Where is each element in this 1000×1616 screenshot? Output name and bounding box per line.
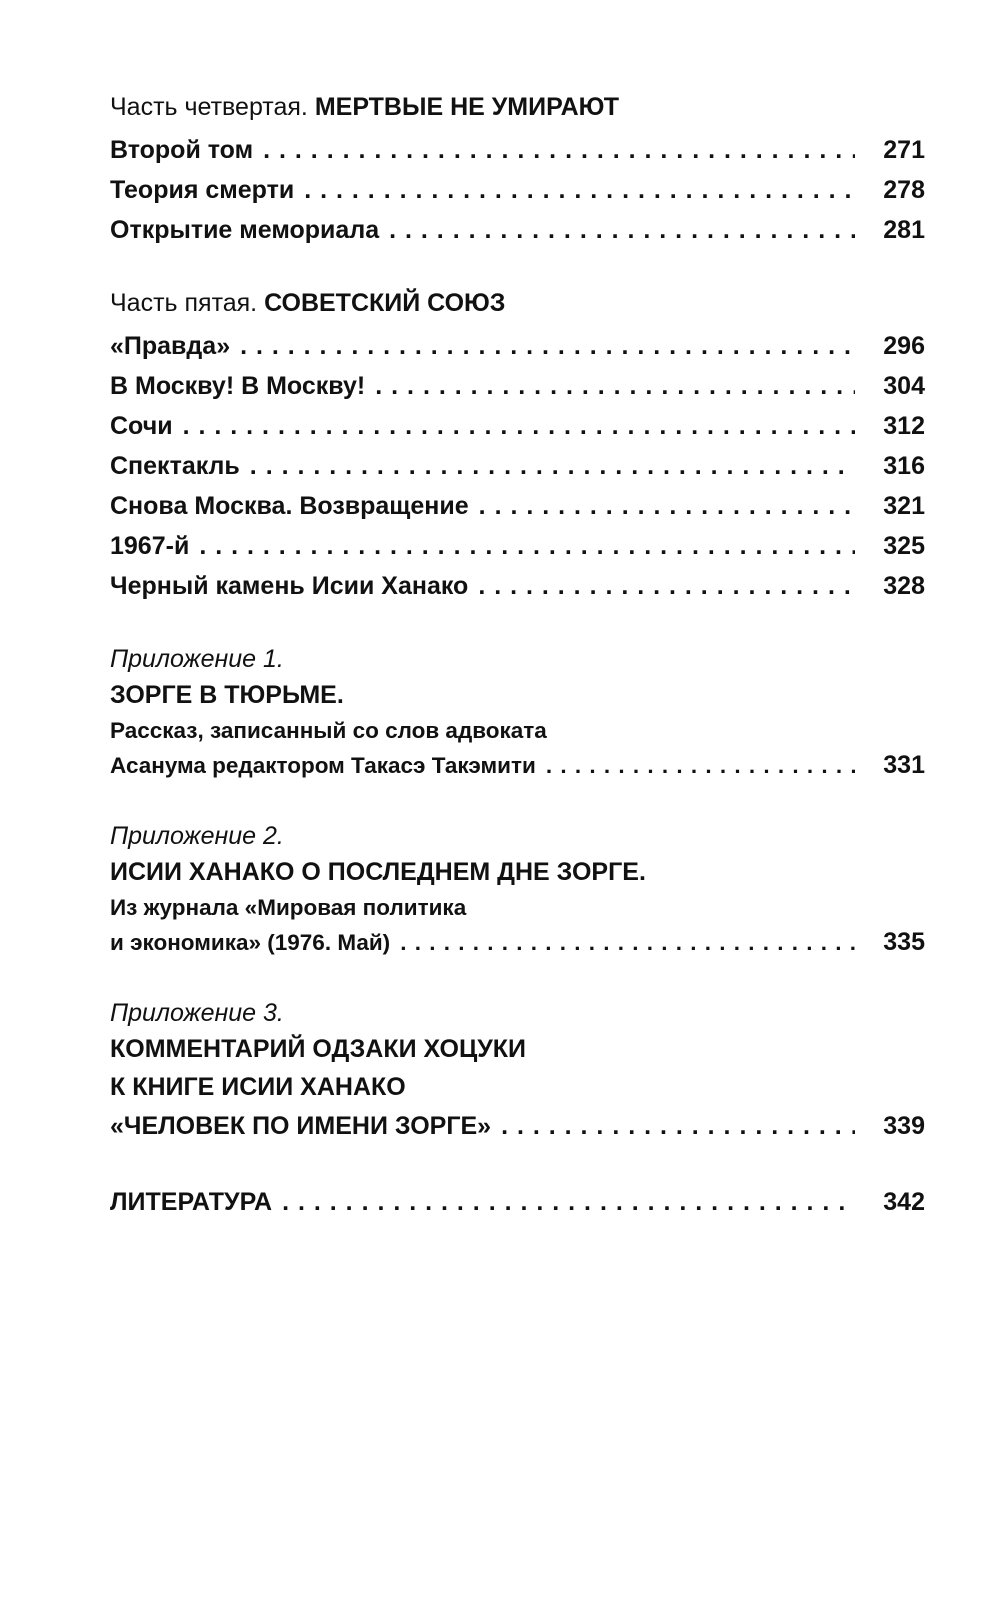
toc-entry-page: 335 [883, 928, 925, 956]
toc-entry-title: 1967-й [110, 532, 190, 560]
toc-entry[interactable] [110, 747, 925, 783]
dot-leader [304, 170, 855, 210]
toc-entry[interactable] [110, 170, 925, 210]
toc-entry[interactable] [110, 924, 925, 960]
toc-entry[interactable] [110, 210, 925, 250]
dot-leader [479, 486, 855, 526]
appendix-one-subtitle: Рассказ, записанный со слов адвоката [110, 718, 547, 743]
dot-leader [546, 748, 855, 784]
toc-entry-page: 331 [883, 751, 925, 779]
toc-entry[interactable] [110, 486, 925, 526]
toc-entry-title: Теория смерти [110, 176, 295, 204]
dot-leader [375, 366, 855, 406]
toc-entry[interactable] [110, 326, 925, 366]
toc-entry[interactable] [110, 366, 925, 406]
toc-entry-page: 342 [883, 1188, 925, 1216]
toc-entry-page: 296 [883, 332, 925, 360]
dot-leader [183, 406, 855, 446]
part-five-prefix: Часть пятая. [110, 289, 258, 317]
dot-leader [478, 566, 855, 606]
appendix-two-label: Приложение 2. [110, 822, 284, 850]
part-four-prefix: Часть четвертая. [110, 93, 308, 121]
appendix-two-section[interactable] [110, 819, 925, 960]
toc-entry-page: 304 [883, 372, 925, 400]
toc-entry-title: В Москву! В Москву! [110, 372, 366, 400]
dot-leader [501, 1106, 855, 1146]
toc-entry-page: 312 [883, 412, 925, 440]
appendix-two-title: ИСИИ ХАНАКО О ПОСЛЕДНЕМ ДНЕ ЗОРГЕ. [110, 858, 646, 886]
dot-leader [199, 526, 855, 566]
appendix-three-label: Приложение 3. [110, 999, 284, 1027]
appendix-one-section[interactable] [110, 642, 925, 783]
part-four-title: МЕРТВЫЕ НЕ УМИРАЮТ [314, 93, 620, 121]
toc-entry[interactable] [110, 1106, 925, 1146]
part-five-heading [110, 286, 925, 320]
dot-leader [240, 326, 855, 366]
toc-entry-title: «ЧЕЛОВЕК ПО ИМЕНИ ЗОРГЕ» [110, 1112, 492, 1140]
toc-entry-title: ЛИТЕРАТУРА [110, 1188, 273, 1216]
toc-entry-title: и экономика» (1976. Май) [110, 930, 391, 955]
toc-entry-page: 339 [883, 1112, 925, 1140]
appendix-three-section[interactable] [110, 996, 925, 1146]
part-five-section [110, 286, 925, 606]
appendix-two-subtitle: Из журнала «Мировая политика [110, 895, 467, 920]
appendix-one-label: Приложение 1. [110, 645, 284, 673]
toc-entry-page: 325 [883, 532, 925, 560]
toc-entry-page: 281 [883, 216, 925, 244]
appendix-one-title: ЗОРГЕ В ТЮРЬМЕ. [110, 681, 344, 709]
toc-entry[interactable] [110, 526, 925, 566]
dot-leader [263, 130, 855, 170]
part-five-title: СОВЕТСКИЙ СОЮЗ [264, 289, 506, 317]
dot-leader [389, 210, 855, 250]
toc-entry-title: Черный камень Исии Ханако [110, 572, 469, 600]
toc-entry-title: Спектакль [110, 452, 240, 480]
toc-entry-title: Сочи [110, 412, 173, 440]
part-four-section [110, 90, 925, 250]
toc-entry-page: 328 [883, 572, 925, 600]
dot-leader [282, 1182, 855, 1222]
toc-entry[interactable] [110, 446, 925, 486]
part-four-heading [110, 90, 925, 124]
toc-entry-title: Открытие мемориала [110, 216, 380, 244]
table-of-contents [110, 90, 925, 1258]
toc-entry-page: 278 [883, 176, 925, 204]
toc-entry-page: 271 [883, 136, 925, 164]
literature-section [110, 1182, 925, 1222]
appendix-three-title-line1: КОММЕНТАРИЙ ОДЗАКИ ХОЦУКИ [110, 1035, 527, 1063]
dot-leader [250, 446, 855, 486]
toc-entry[interactable] [110, 406, 925, 446]
toc-entry-title: Снова Москва. Возвращение [110, 492, 469, 520]
toc-entry[interactable] [110, 1182, 925, 1222]
appendix-three-title-line2: К КНИГЕ ИСИИ ХАНАКО [110, 1073, 406, 1101]
dot-leader [400, 925, 855, 961]
toc-entry-title: Второй том [110, 136, 254, 164]
toc-entry-page: 321 [883, 492, 925, 520]
toc-entry[interactable] [110, 130, 925, 170]
toc-entry-title: «Правда» [110, 332, 231, 360]
toc-entry[interactable] [110, 566, 925, 606]
toc-entry-title: Асанума редактором Такасэ Такэмити [110, 753, 536, 778]
toc-entry-page: 316 [883, 452, 925, 480]
